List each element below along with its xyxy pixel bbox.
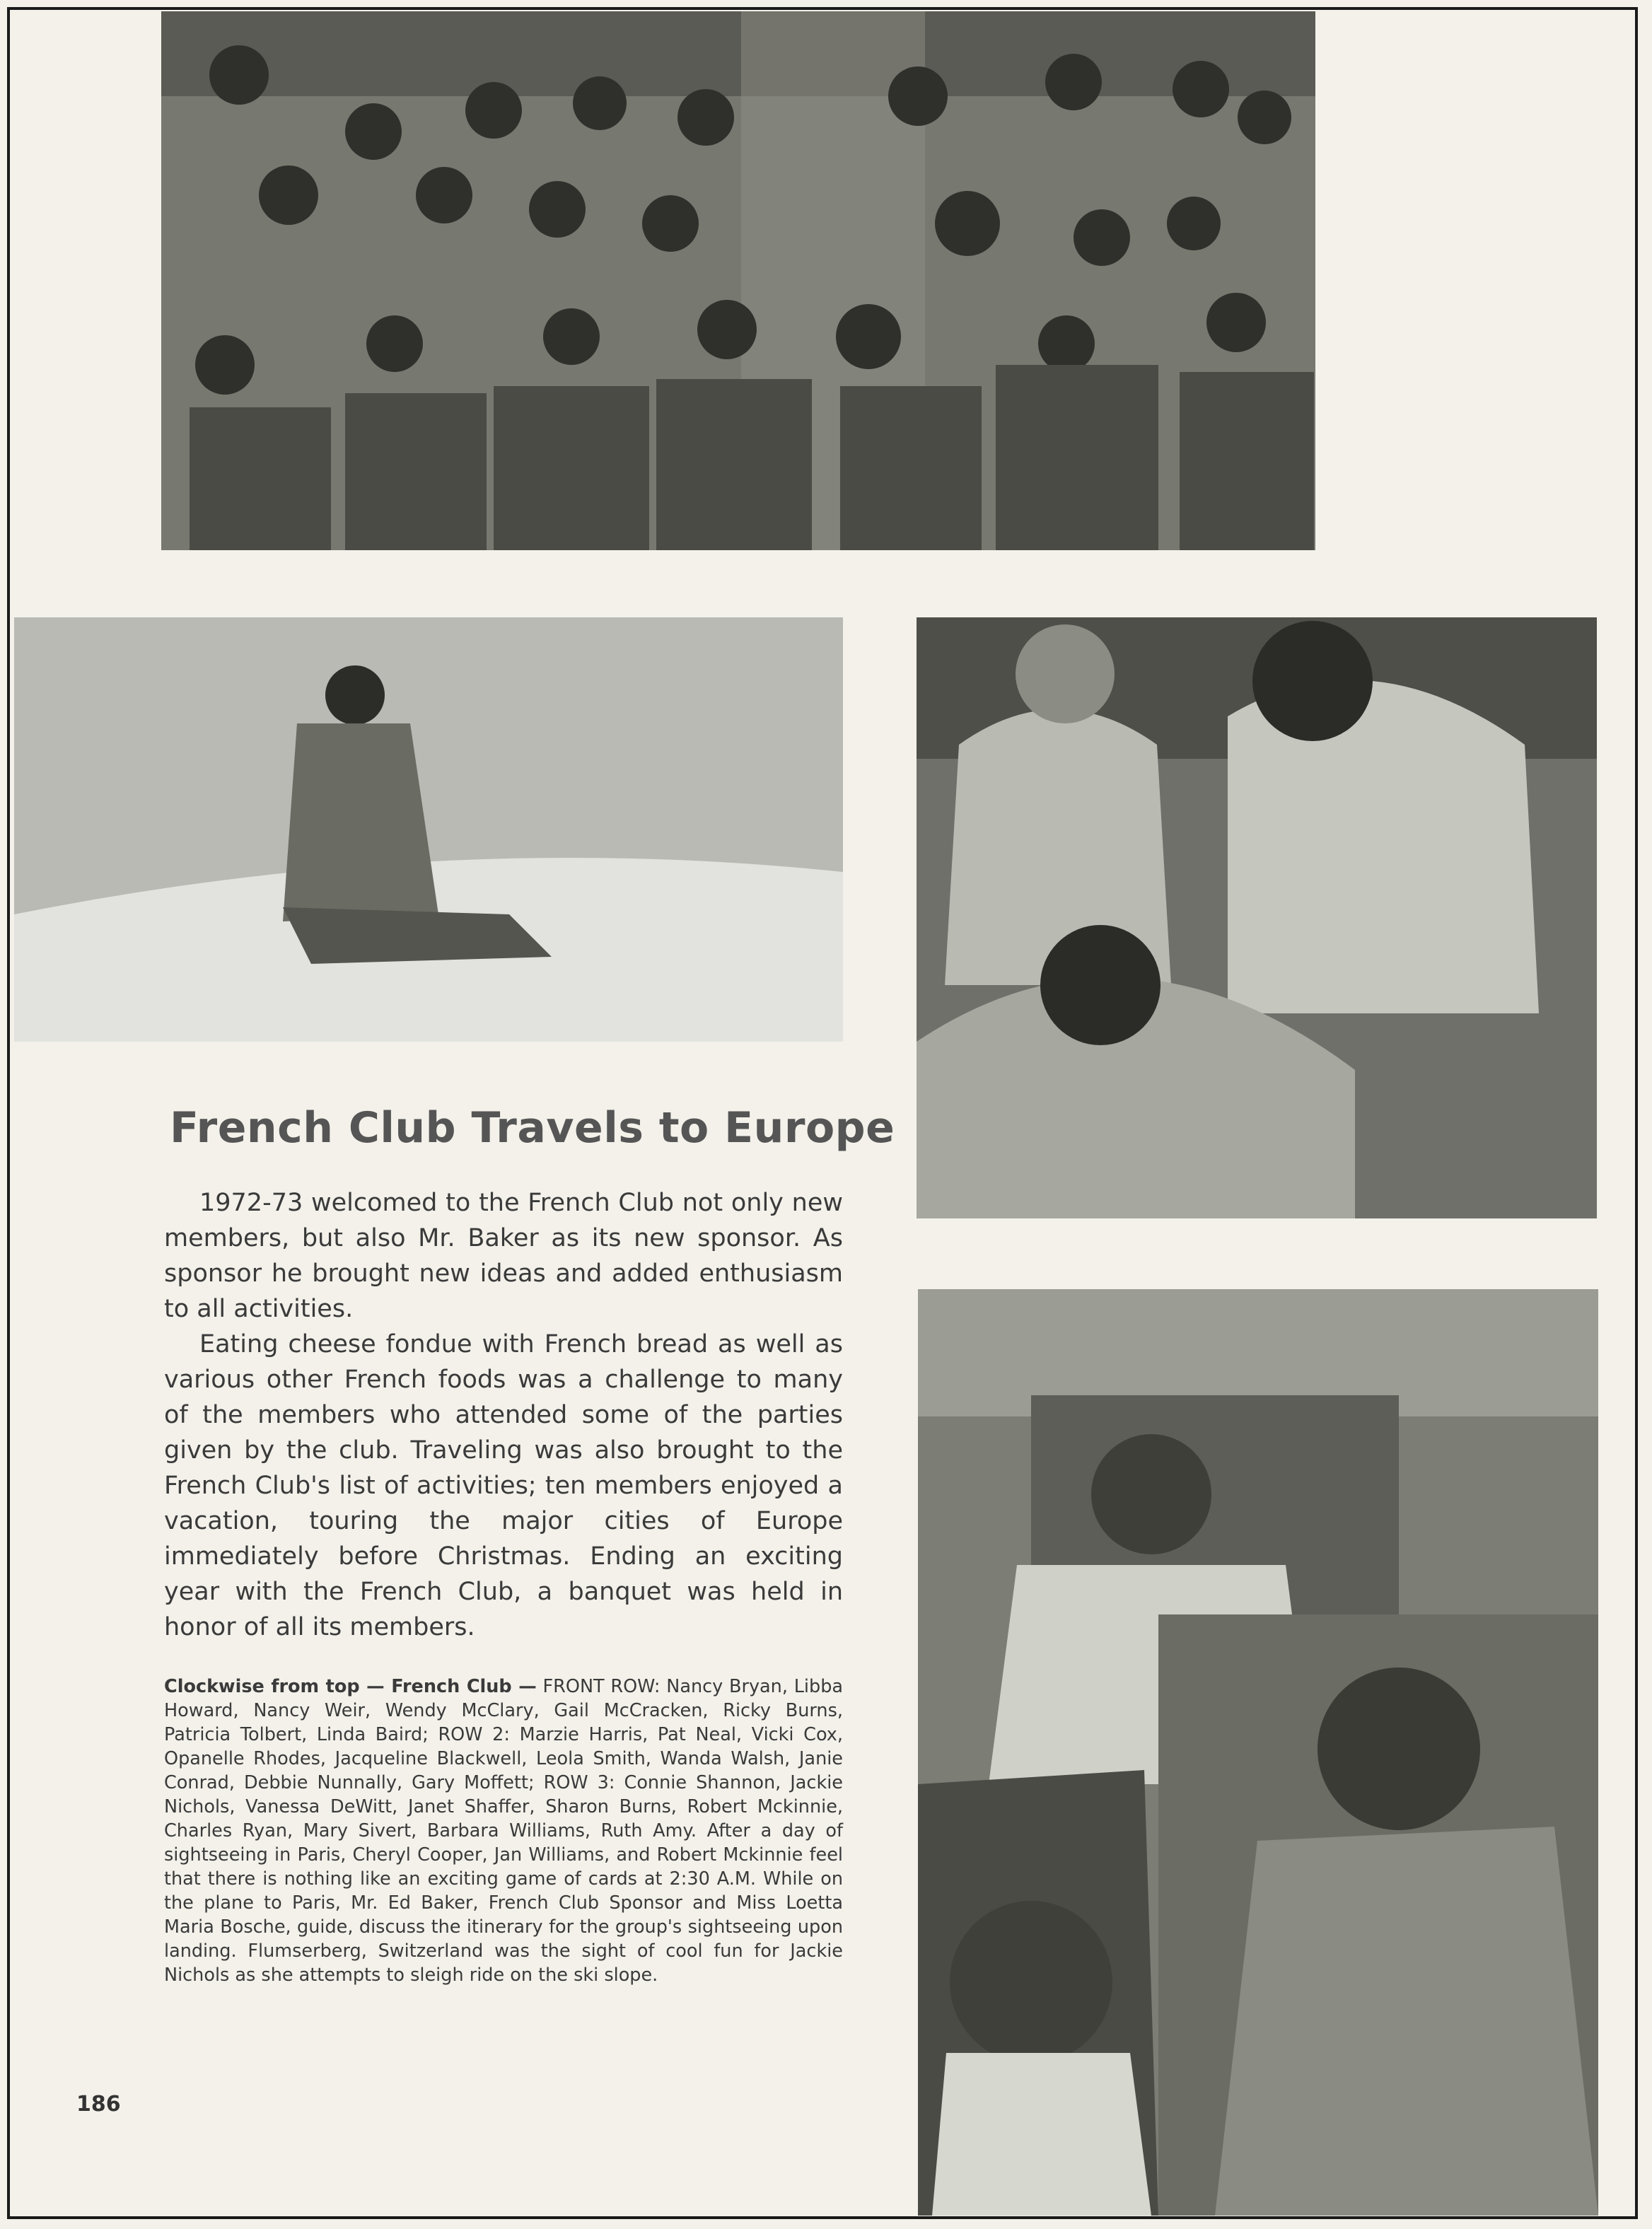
page-number: 186 xyxy=(76,2092,121,2117)
article-paragraph: Eating cheese fondue with French bread as well as various other French foods was a challenge to many of the members who attended some of the parties given by the club. Traveling was also brought to the French Club's list of activities; ten members enjoyed a vacation, touring the major cities of Europe immediately before Christmas. Ending an exciting year with the French Club, a banquet was held in honor of all its members. xyxy=(164,1330,843,1641)
caption-lead: Clockwise from top — French Club — xyxy=(164,1676,537,1697)
article-paragraph: 1972-73 welcomed to the French Club not only new members, but also Mr. Baker as its new sponsor. As sponsor he brought new ideas and added enthusiasm to all activities. xyxy=(164,1189,843,1323)
photo-caption xyxy=(164,1675,843,1987)
french-club-group-photo xyxy=(161,11,1315,550)
headline: French Club Travels to Europe xyxy=(170,1103,895,1153)
sled-ride-photo xyxy=(14,617,843,1042)
article-body xyxy=(164,1185,843,1645)
caption-text: FRONT ROW: Nancy Bryan, Libba Howard, Nancy Weir, Wendy McClary, Gail McCracken, Ricky Burns, Patricia Tolbert, Linda Baird; ROW 2: Marzie Harris, Pat Neal, Vicki Cox, Opanelle Rhodes, Jacqueline Blackwell, Leola Smith, Wanda Walsh, Janie Conrad, Debbie Nunnally, Gary Moffett; ROW 3: Connie Shannon, Jackie Nichols, Vanessa DeWitt, Janet Shaffer, Sharon Burns, Robert Mckinnie, Charles Ryan, Mary Sivert, Barbara Williams, Ruth Amy. After a day of sightseeing in Paris, Cheryl Cooper, Jan Williams, and Robert Mckinnie feel that there is nothing like an exciting game of cards at 2:30 A.M. While on the plane to Paris, Mr. Ed Baker, French Club Sponsor and Miss Loetta Maria Bosche, guide, discuss the itinerary for the group's sightseeing upon landing. Flumserberg, Switzerland was the sight of cool fun for Jackie Nichols as she attempts to sleigh ride on the ski slope. xyxy=(164,1676,844,1986)
airplane-photo xyxy=(918,1289,1598,2216)
card-game-photo xyxy=(917,617,1597,1218)
